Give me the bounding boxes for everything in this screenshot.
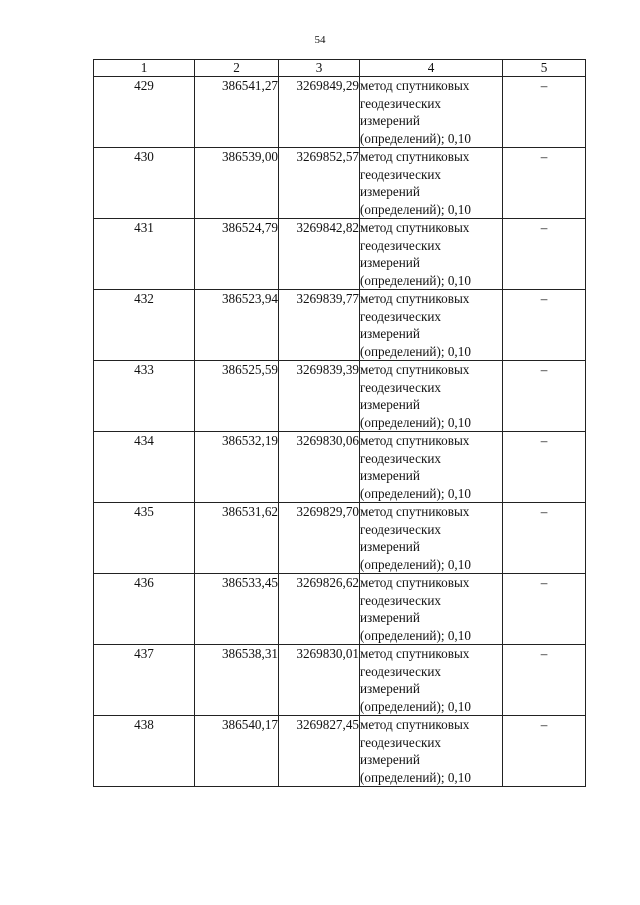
point-number-cell: 434	[94, 432, 195, 503]
x-coordinate-cell: 386524,79	[195, 219, 279, 290]
note-cell: –	[503, 432, 586, 503]
method-cell: метод спутниковых геодезических измерений (определений); 0,10	[360, 290, 503, 361]
page-number: 54	[314, 34, 326, 46]
column-header: 1	[94, 60, 195, 77]
table-row	[94, 645, 586, 716]
x-coordinate-cell: 386523,94	[195, 290, 279, 361]
x-coordinate-cell: 386525,59	[195, 361, 279, 432]
x-coordinate-cell: 386538,31	[195, 645, 279, 716]
y-coordinate-cell: 3269839,77	[279, 290, 360, 361]
note-cell: –	[503, 361, 586, 432]
coordinates-table	[93, 59, 586, 787]
table-row	[94, 219, 586, 290]
note-cell: –	[503, 716, 586, 787]
point-number-cell: 437	[94, 645, 195, 716]
method-cell: метод спутниковых геодезических измерений (определений); 0,10	[360, 574, 503, 645]
y-coordinate-cell: 3269830,06	[279, 432, 360, 503]
method-cell: метод спутниковых геодезических измерений (определений); 0,10	[360, 361, 503, 432]
method-cell: метод спутниковых геодезических измерений (определений); 0,10	[360, 432, 503, 503]
table-row	[94, 361, 586, 432]
y-coordinate-cell: 3269842,82	[279, 219, 360, 290]
y-coordinate-cell: 3269839,39	[279, 361, 360, 432]
y-coordinate-cell: 3269852,57	[279, 148, 360, 219]
column-header: 5	[503, 60, 586, 77]
point-number-cell: 431	[94, 219, 195, 290]
x-coordinate-cell: 386541,27	[195, 77, 279, 148]
y-coordinate-cell: 3269827,45	[279, 716, 360, 787]
note-cell: –	[503, 290, 586, 361]
point-number-cell: 432	[94, 290, 195, 361]
note-cell: –	[503, 503, 586, 574]
note-cell: –	[503, 574, 586, 645]
x-coordinate-cell: 386533,45	[195, 574, 279, 645]
table-row	[94, 290, 586, 361]
table-header-row	[94, 60, 586, 77]
x-coordinate-cell: 386531,62	[195, 503, 279, 574]
x-coordinate-cell: 386539,00	[195, 148, 279, 219]
method-cell: метод спутниковых геодезических измерений (определений); 0,10	[360, 148, 503, 219]
note-cell: –	[503, 77, 586, 148]
method-cell: метод спутниковых геодезических измерений (определений); 0,10	[360, 503, 503, 574]
table-row	[94, 716, 586, 787]
method-cell: метод спутниковых геодезических измерений (определений); 0,10	[360, 645, 503, 716]
table-row	[94, 432, 586, 503]
column-header: 4	[360, 60, 503, 77]
point-number-cell: 429	[94, 77, 195, 148]
y-coordinate-cell: 3269830,01	[279, 645, 360, 716]
y-coordinate-cell: 3269829,70	[279, 503, 360, 574]
method-cell: метод спутниковых геодезических измерений (определений); 0,10	[360, 77, 503, 148]
note-cell: –	[503, 645, 586, 716]
method-cell: метод спутниковых геодезических измерений (определений); 0,10	[360, 716, 503, 787]
table-row	[94, 503, 586, 574]
table-row	[94, 77, 586, 148]
note-cell: –	[503, 219, 586, 290]
table-row	[94, 574, 586, 645]
x-coordinate-cell: 386540,17	[195, 716, 279, 787]
point-number-cell: 436	[94, 574, 195, 645]
column-header: 2	[195, 60, 279, 77]
x-coordinate-cell: 386532,19	[195, 432, 279, 503]
point-number-cell: 438	[94, 716, 195, 787]
y-coordinate-cell: 3269826,62	[279, 574, 360, 645]
column-header: 3	[279, 60, 360, 77]
y-coordinate-cell: 3269849,29	[279, 77, 360, 148]
note-cell: –	[503, 148, 586, 219]
point-number-cell: 435	[94, 503, 195, 574]
point-number-cell: 430	[94, 148, 195, 219]
table-row	[94, 148, 586, 219]
point-number-cell: 433	[94, 361, 195, 432]
method-cell: метод спутниковых геодезических измерений (определений); 0,10	[360, 219, 503, 290]
